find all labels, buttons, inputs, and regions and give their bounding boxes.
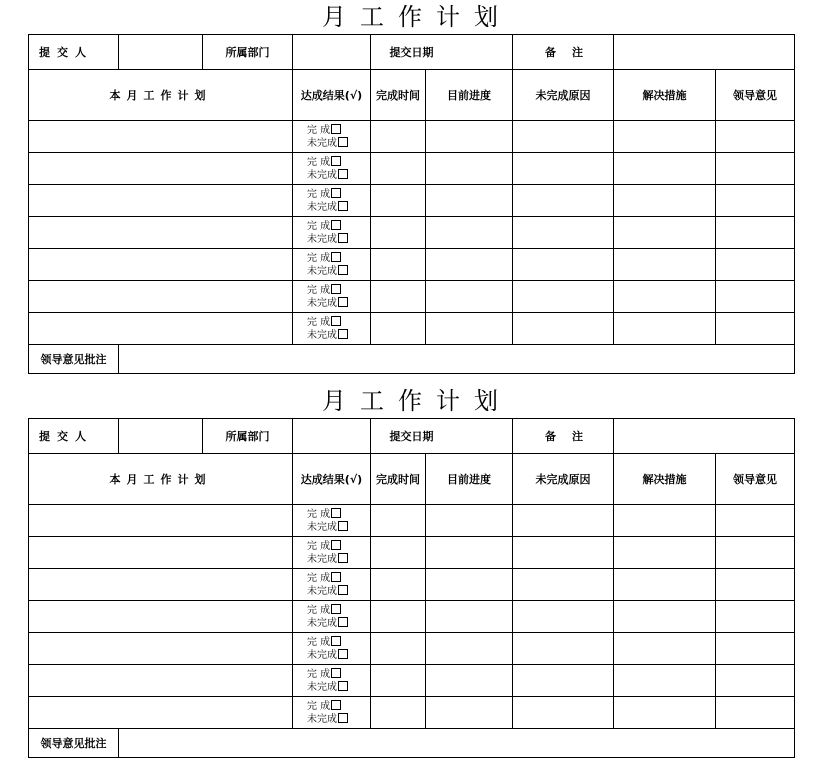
status-undone-label: 未完成 xyxy=(307,553,337,565)
plan-row xyxy=(29,153,795,185)
status-done-label: 完 成 xyxy=(307,668,331,680)
checkbox-undone[interactable] xyxy=(338,521,348,531)
leader-cell[interactable] xyxy=(716,121,795,153)
reason-cell[interactable] xyxy=(513,537,614,569)
checkbox-undone[interactable] xyxy=(338,297,348,307)
status-undone[interactable] xyxy=(307,297,370,310)
checkbox-done[interactable] xyxy=(331,284,341,294)
solution-cell[interactable] xyxy=(614,633,716,665)
time-cell[interactable] xyxy=(371,313,426,345)
footer-value[interactable] xyxy=(119,729,795,758)
date-label: 提交日期 xyxy=(371,419,513,454)
time-cell[interactable] xyxy=(371,569,426,601)
dept-label: 所属部门 xyxy=(203,419,293,454)
progress-cell[interactable] xyxy=(426,153,513,185)
work-plan-form xyxy=(0,384,820,758)
status-done[interactable] xyxy=(307,316,370,329)
plan-row xyxy=(29,217,795,249)
time-cell[interactable] xyxy=(371,633,426,665)
progress-cell[interactable] xyxy=(426,185,513,217)
time-cell[interactable] xyxy=(371,217,426,249)
status-done-label: 完 成 xyxy=(307,604,331,616)
header-row xyxy=(29,70,795,121)
progress-cell[interactable] xyxy=(426,569,513,601)
solution-cell[interactable] xyxy=(614,153,716,185)
progress-cell[interactable] xyxy=(426,601,513,633)
plan-row xyxy=(29,249,795,281)
header-result: 达成结果(√) xyxy=(293,70,371,121)
progress-cell[interactable] xyxy=(426,505,513,537)
status-undone-label: 未完成 xyxy=(307,713,337,725)
result-cell xyxy=(293,217,371,249)
header-leader: 领导意见 xyxy=(716,454,795,505)
header-plan: 本月工作计划 xyxy=(29,454,293,505)
plan-item-cell[interactable] xyxy=(29,121,293,153)
progress-cell[interactable] xyxy=(426,537,513,569)
time-cell[interactable] xyxy=(371,537,426,569)
time-cell[interactable] xyxy=(371,601,426,633)
submitter-label: 提交人 xyxy=(29,419,119,454)
status-undone[interactable] xyxy=(307,265,370,278)
header-row xyxy=(29,454,795,505)
plan-item-cell[interactable] xyxy=(29,665,293,697)
checkbox-done[interactable] xyxy=(331,572,341,582)
solution-cell[interactable] xyxy=(614,121,716,153)
reason-cell[interactable] xyxy=(513,569,614,601)
leader-cell[interactable] xyxy=(716,313,795,345)
status-done-label: 完 成 xyxy=(307,252,331,264)
time-cell[interactable] xyxy=(371,121,426,153)
checkbox-done[interactable] xyxy=(331,700,341,710)
checkbox-undone[interactable] xyxy=(338,553,348,563)
plan-item-cell[interactable] xyxy=(29,601,293,633)
time-cell[interactable] xyxy=(371,281,426,313)
status-undone[interactable] xyxy=(307,713,370,726)
status-done-label: 完 成 xyxy=(307,284,331,296)
status-done-label: 完 成 xyxy=(307,220,331,232)
leader-cell[interactable] xyxy=(716,601,795,633)
status-done-label: 完 成 xyxy=(307,124,331,136)
dept-label: 所属部门 xyxy=(203,35,293,70)
checkbox-undone[interactable] xyxy=(338,137,348,147)
result-cell xyxy=(293,601,371,633)
solution-cell[interactable] xyxy=(614,281,716,313)
checkbox-undone[interactable] xyxy=(338,585,348,595)
reason-cell[interactable] xyxy=(513,633,614,665)
info-row xyxy=(29,419,795,454)
form-title: 月工作计划 xyxy=(322,387,512,415)
checkbox-done[interactable] xyxy=(331,508,341,518)
status-undone-label: 未完成 xyxy=(307,169,337,181)
leader-cell[interactable] xyxy=(716,633,795,665)
reason-cell[interactable] xyxy=(513,281,614,313)
progress-cell[interactable] xyxy=(426,121,513,153)
status-undone-label: 未完成 xyxy=(307,297,337,309)
status-done[interactable] xyxy=(307,572,370,585)
checkbox-done[interactable] xyxy=(331,636,341,646)
plan-item-cell[interactable] xyxy=(29,281,293,313)
dept-value[interactable] xyxy=(293,419,371,454)
header-progress: 目前进度 xyxy=(426,454,513,505)
note-label: 备注 xyxy=(513,35,614,70)
footer-row xyxy=(29,345,795,374)
plan-item-cell[interactable] xyxy=(29,633,293,665)
checkbox-undone[interactable] xyxy=(338,329,348,339)
header-time: 完成时间 xyxy=(371,70,426,121)
status-undone[interactable] xyxy=(307,233,370,246)
footer-value[interactable] xyxy=(119,345,795,374)
solution-cell[interactable] xyxy=(614,217,716,249)
status-undone-label: 未完成 xyxy=(307,585,337,597)
status-undone[interactable] xyxy=(307,617,370,630)
reason-cell[interactable] xyxy=(513,505,614,537)
result-cell xyxy=(293,633,371,665)
header-reason: 未完成原因 xyxy=(513,70,614,121)
plan-row xyxy=(29,633,795,665)
status-undone-label: 未完成 xyxy=(307,137,337,149)
checkbox-undone[interactable] xyxy=(338,233,348,243)
status-undone[interactable] xyxy=(307,137,370,150)
status-undone[interactable] xyxy=(307,649,370,662)
checkbox-done[interactable] xyxy=(331,220,341,230)
status-done[interactable] xyxy=(307,604,370,617)
plan-row xyxy=(29,569,795,601)
footer-row xyxy=(29,729,795,758)
solution-cell[interactable] xyxy=(614,601,716,633)
reason-cell[interactable] xyxy=(513,121,614,153)
status-undone[interactable] xyxy=(307,201,370,214)
header-solution: 解决措施 xyxy=(614,454,716,505)
result-cell xyxy=(293,537,371,569)
footer-label: 领导意见批注 xyxy=(29,729,119,758)
dept-value[interactable] xyxy=(293,35,371,70)
time-cell[interactable] xyxy=(371,665,426,697)
checkbox-done[interactable] xyxy=(331,188,341,198)
solution-cell[interactable] xyxy=(614,569,716,601)
result-cell xyxy=(293,505,371,537)
reason-cell[interactable] xyxy=(513,665,614,697)
status-done-label: 完 成 xyxy=(307,572,331,584)
progress-cell[interactable] xyxy=(426,665,513,697)
checkbox-undone[interactable] xyxy=(338,681,348,691)
leader-cell[interactable] xyxy=(716,153,795,185)
result-cell xyxy=(293,569,371,601)
plan-row xyxy=(29,601,795,633)
plan-row xyxy=(29,121,795,153)
checkbox-done[interactable] xyxy=(331,316,341,326)
leader-cell[interactable] xyxy=(716,569,795,601)
info-row xyxy=(29,35,795,70)
checkbox-done[interactable] xyxy=(331,540,341,550)
result-cell xyxy=(293,281,371,313)
plan-item-cell[interactable] xyxy=(29,217,293,249)
checkbox-undone[interactable] xyxy=(338,265,348,275)
time-cell[interactable] xyxy=(371,153,426,185)
checkbox-done[interactable] xyxy=(331,156,341,166)
status-done-label: 完 成 xyxy=(307,508,331,520)
header-leader: 领导意见 xyxy=(716,70,795,121)
result-cell xyxy=(293,185,371,217)
status-undone-label: 未完成 xyxy=(307,265,337,277)
plan-row xyxy=(29,697,795,729)
status-undone-label: 未完成 xyxy=(307,617,337,629)
checkbox-done[interactable] xyxy=(331,124,341,134)
reason-cell[interactable] xyxy=(513,217,614,249)
checkbox-done[interactable] xyxy=(331,668,341,678)
leader-cell[interactable] xyxy=(716,185,795,217)
status-done[interactable] xyxy=(307,540,370,553)
time-cell[interactable] xyxy=(371,697,426,729)
solution-cell[interactable] xyxy=(614,697,716,729)
date-label: 提交日期 xyxy=(371,35,513,70)
checkbox-undone[interactable] xyxy=(338,169,348,179)
status-undone-label: 未完成 xyxy=(307,233,337,245)
time-cell[interactable] xyxy=(371,249,426,281)
plan-row xyxy=(29,665,795,697)
reason-cell[interactable] xyxy=(513,313,614,345)
status-undone[interactable] xyxy=(307,585,370,598)
status-done-label: 完 成 xyxy=(307,540,331,552)
checkbox-undone[interactable] xyxy=(338,617,348,627)
status-done-label: 完 成 xyxy=(307,188,331,200)
plan-row xyxy=(29,281,795,313)
plan-row xyxy=(29,537,795,569)
plan-row xyxy=(29,313,795,345)
progress-cell[interactable] xyxy=(426,697,513,729)
footer-label: 领导意见批注 xyxy=(29,345,119,374)
reason-cell[interactable] xyxy=(513,697,614,729)
submitter-value[interactable] xyxy=(119,419,203,454)
reason-cell[interactable] xyxy=(513,153,614,185)
leader-cell[interactable] xyxy=(716,697,795,729)
header-solution: 解决措施 xyxy=(614,70,716,121)
status-undone-label: 未完成 xyxy=(307,681,337,693)
status-done[interactable] xyxy=(307,700,370,713)
header-result: 达成结果(√) xyxy=(293,454,371,505)
checkbox-undone[interactable] xyxy=(338,649,348,659)
solution-cell[interactable] xyxy=(614,313,716,345)
status-done-label: 完 成 xyxy=(307,700,331,712)
status-done-label: 完 成 xyxy=(307,156,331,168)
result-cell xyxy=(293,697,371,729)
submitter-label: 提交人 xyxy=(29,35,119,70)
result-cell xyxy=(293,153,371,185)
solution-cell[interactable] xyxy=(614,185,716,217)
plan-row xyxy=(29,505,795,537)
status-done-label: 完 成 xyxy=(307,316,331,328)
plan-item-cell[interactable] xyxy=(29,313,293,345)
header-plan: 本月工作计划 xyxy=(29,70,293,121)
leader-cell[interactable] xyxy=(716,537,795,569)
note-label: 备注 xyxy=(513,419,614,454)
plan-item-cell[interactable] xyxy=(29,153,293,185)
result-cell xyxy=(293,121,371,153)
status-done[interactable] xyxy=(307,188,370,201)
status-undone[interactable] xyxy=(307,681,370,694)
status-done[interactable] xyxy=(307,668,370,681)
status-undone[interactable] xyxy=(307,553,370,566)
time-cell[interactable] xyxy=(371,185,426,217)
progress-cell[interactable] xyxy=(426,217,513,249)
status-done[interactable] xyxy=(307,252,370,265)
solution-cell[interactable] xyxy=(614,665,716,697)
status-done[interactable] xyxy=(307,508,370,521)
status-undone-label: 未完成 xyxy=(307,649,337,661)
result-cell xyxy=(293,665,371,697)
result-cell xyxy=(293,313,371,345)
form-title: 月工作计划 xyxy=(322,3,512,31)
progress-cell[interactable] xyxy=(426,633,513,665)
progress-cell[interactable] xyxy=(426,281,513,313)
note-value[interactable] xyxy=(614,419,795,454)
plan-item-cell[interactable] xyxy=(29,505,293,537)
result-cell xyxy=(293,249,371,281)
checkbox-done[interactable] xyxy=(331,604,341,614)
progress-cell[interactable] xyxy=(426,249,513,281)
header-progress: 目前进度 xyxy=(426,70,513,121)
status-undone-label: 未完成 xyxy=(307,329,337,341)
status-done[interactable] xyxy=(307,220,370,233)
header-time: 完成时间 xyxy=(371,454,426,505)
submitter-value[interactable] xyxy=(119,35,203,70)
status-undone-label: 未完成 xyxy=(307,521,337,533)
reason-cell[interactable] xyxy=(513,185,614,217)
plan-item-cell[interactable] xyxy=(29,569,293,601)
leader-cell[interactable] xyxy=(716,217,795,249)
leader-cell[interactable] xyxy=(716,665,795,697)
solution-cell[interactable] xyxy=(614,537,716,569)
header-reason: 未完成原因 xyxy=(513,454,614,505)
work-plan-form xyxy=(0,0,820,374)
leader-cell[interactable] xyxy=(716,505,795,537)
note-value[interactable] xyxy=(614,35,795,70)
reason-cell[interactable] xyxy=(513,601,614,633)
solution-cell[interactable] xyxy=(614,505,716,537)
status-undone[interactable] xyxy=(307,169,370,182)
status-done[interactable] xyxy=(307,156,370,169)
solution-cell[interactable] xyxy=(614,249,716,281)
time-cell[interactable] xyxy=(371,505,426,537)
leader-cell[interactable] xyxy=(716,249,795,281)
status-undone-label: 未完成 xyxy=(307,201,337,213)
plan-item-cell[interactable] xyxy=(29,249,293,281)
plan-row xyxy=(29,185,795,217)
plan-table xyxy=(28,418,795,758)
plan-item-cell[interactable] xyxy=(29,537,293,569)
plan-item-cell[interactable] xyxy=(29,185,293,217)
status-undone[interactable] xyxy=(307,521,370,534)
status-done[interactable] xyxy=(307,284,370,297)
checkbox-undone[interactable] xyxy=(338,201,348,211)
status-done-label: 完 成 xyxy=(307,636,331,648)
reason-cell[interactable] xyxy=(513,249,614,281)
checkbox-done[interactable] xyxy=(331,252,341,262)
plan-table xyxy=(28,34,795,374)
status-done[interactable] xyxy=(307,636,370,649)
status-done[interactable] xyxy=(307,124,370,137)
checkbox-undone[interactable] xyxy=(338,713,348,723)
plan-item-cell[interactable] xyxy=(29,697,293,729)
status-undone[interactable] xyxy=(307,329,370,342)
progress-cell[interactable] xyxy=(426,313,513,345)
leader-cell[interactable] xyxy=(716,281,795,313)
